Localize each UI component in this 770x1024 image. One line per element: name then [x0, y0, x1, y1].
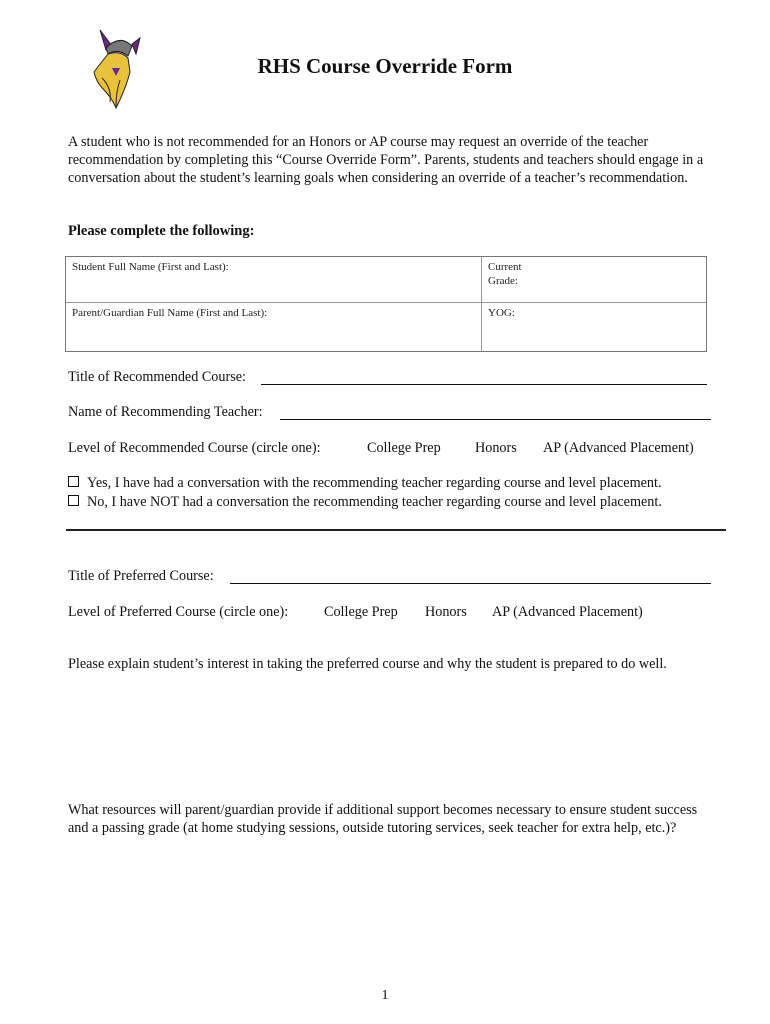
recommended-course-title-label: Title of Recommended Course: [68, 369, 246, 385]
recommended-course-title-field[interactable] [261, 370, 707, 385]
recommending-teacher-label: Name of Recommending Teacher: [68, 404, 263, 420]
interest-answer-area[interactable] [68, 680, 708, 790]
instructions-heading: Please complete the following: [68, 223, 255, 239]
preferred-option-honors[interactable]: Honors [425, 604, 467, 620]
resources-answer-area[interactable] [68, 860, 708, 970]
recommended-level-label: Level of Recommended Course (circle one): [68, 440, 321, 456]
preferred-level-label: Level of Preferred Course (circle one): [68, 604, 289, 620]
checkbox-no[interactable] [68, 495, 79, 506]
conversation-yes-row[interactable] [68, 475, 662, 492]
current-grade-label-line2: Grade: [488, 275, 518, 287]
yog-label: YOG: [488, 307, 515, 319]
preferred-option-ap[interactable]: AP (Advanced Placement) [492, 604, 643, 620]
page-title: RHS Course Override Form [257, 54, 513, 78]
recommended-option-ap[interactable]: AP (Advanced Placement) [543, 440, 694, 456]
current-grade-label-line1: Current [488, 261, 522, 273]
resources-question: What resources will parent/guardian provide if additional support becomes necessary to ensure student success and a passing grade (at home studying sessions, outside tutoring services, seek teacher for extra help, etc.)? [68, 802, 698, 836]
recommended-option-honors[interactable]: Honors [475, 440, 517, 456]
page-number: 1 [381, 988, 389, 1003]
conversation-no-text: No, I have NOT had a conversation the recommending teacher regarding course and level placement. [87, 494, 662, 510]
conversation-no-row[interactable] [68, 494, 662, 511]
current-grade-label [488, 260, 522, 288]
student-name-field[interactable] [72, 275, 472, 299]
parent-name-label: Parent/Guardian Full Name (First and Last): [72, 307, 268, 319]
student-name-label: Student Full Name (First and Last): [72, 261, 229, 273]
interest-question: Please explain student’s interest in taking the preferred course and why the student is prepared to do well. [68, 656, 667, 672]
student-info-table [65, 256, 707, 352]
preferred-course-title-field[interactable] [230, 569, 711, 584]
intro-paragraph: A student who is not recommended for an Honors or AP course may request an override of the teacher recommendation by completing this “Course Override Form”. Parents, students and teachers should engage in a conversation about the student’s learning goals when considering an override of a teacher’s recommendation. [68, 134, 704, 186]
yog-field[interactable] [488, 321, 698, 347]
preferred-course-title-label: Title of Preferred Course: [68, 568, 214, 584]
section-divider [66, 529, 726, 531]
preferred-option-college-prep[interactable]: College Prep [324, 604, 398, 620]
checkbox-yes[interactable] [68, 476, 79, 487]
recommended-option-college-prep[interactable]: College Prep [367, 440, 441, 456]
parent-name-field[interactable] [72, 321, 472, 347]
recommending-teacher-field[interactable] [280, 405, 711, 420]
current-grade-field[interactable] [488, 287, 698, 299]
conversation-yes-text: Yes, I have had a conversation with the recommending teacher regarding course and level placement. [87, 475, 662, 491]
